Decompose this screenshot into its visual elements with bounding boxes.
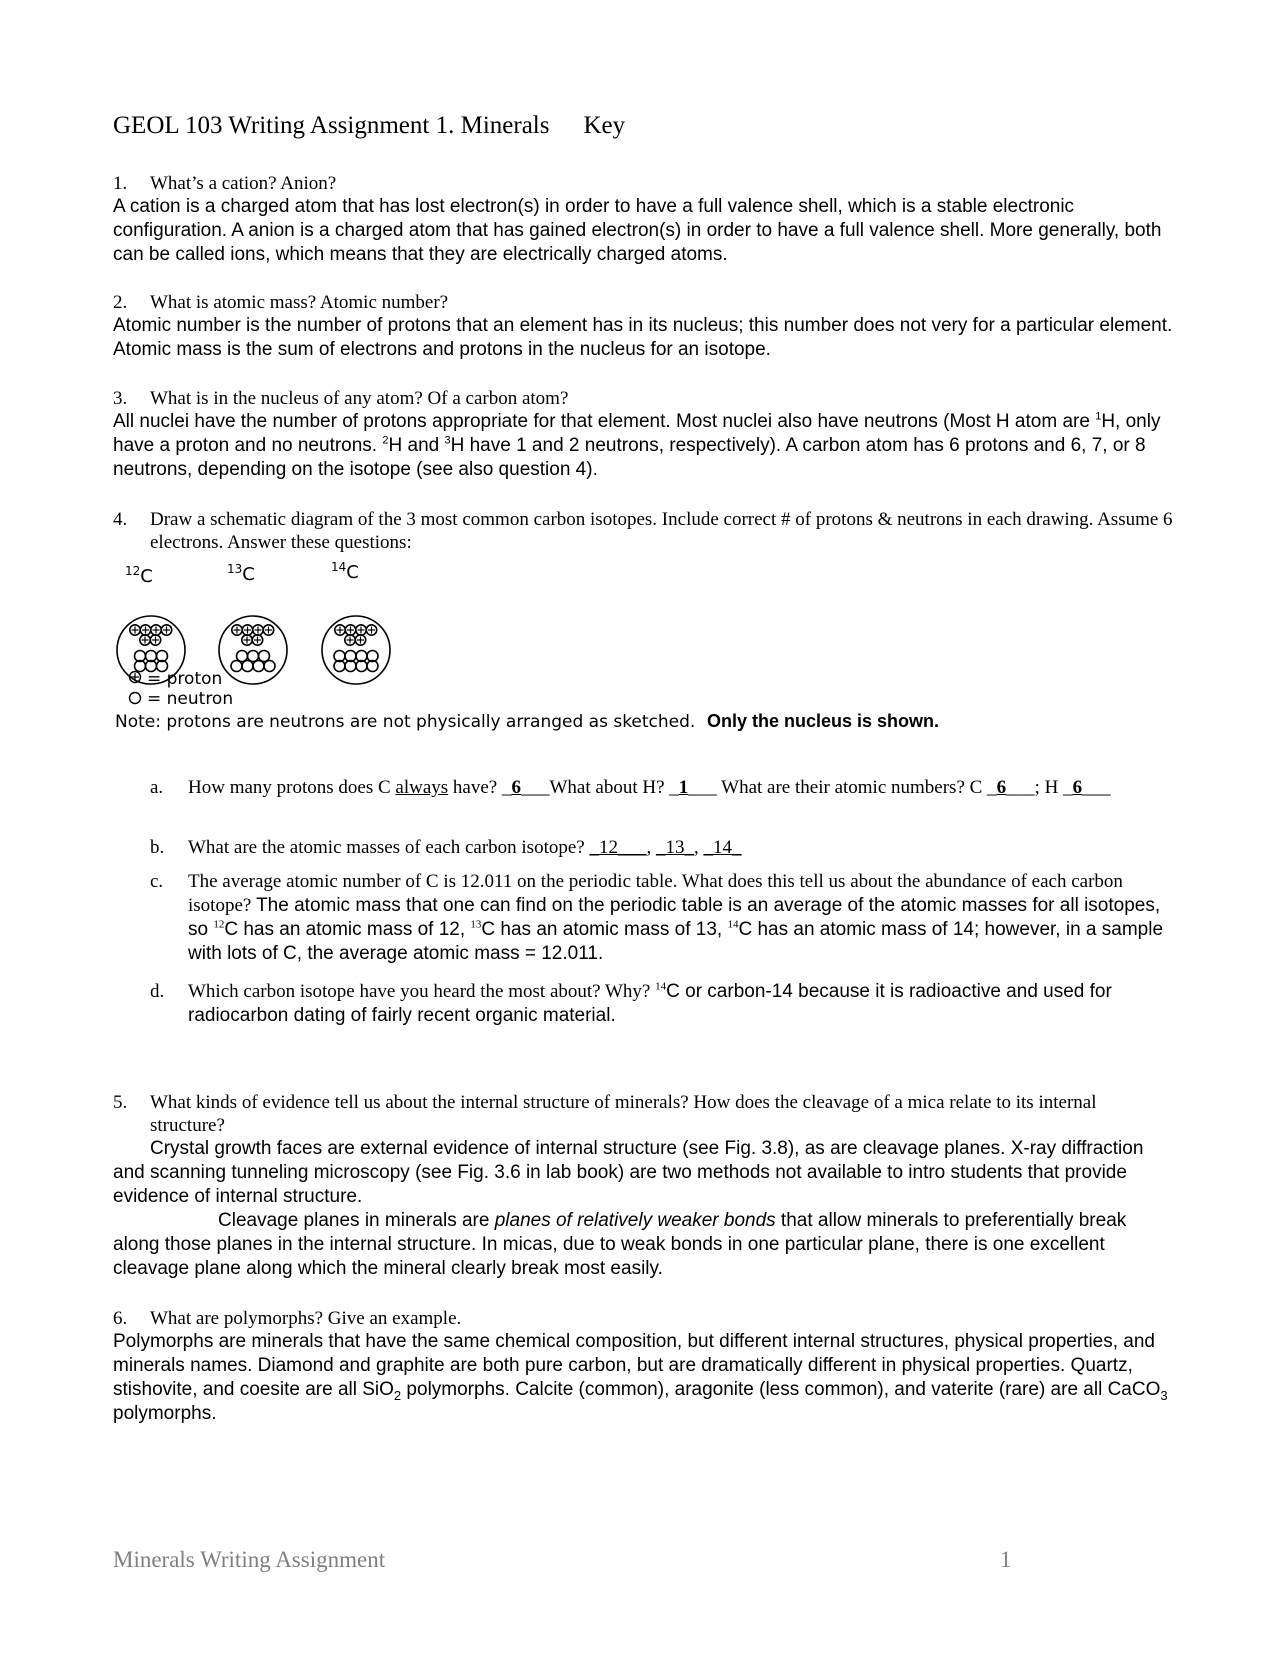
answer-5-paragraph-1: Crystal growth faces are external evidence of internal structure (see Fig. 3.8), as are cleavage planes. X-ray diffraction and scanning tunneling microscopy (see Fig. 3.6 in lab book) are two methods not available to intro students that provide evidence of internal structure. [113, 1138, 1144, 1207]
title-text: GEOL 103 Writing Assignment 1. Minerals [113, 112, 550, 139]
question-3-text [113, 387, 1173, 410]
question-1-text [113, 172, 1173, 195]
question-4b-letter: b. [150, 837, 165, 858]
question-2-prompt: What is atomic mass? Atomic number? [150, 292, 449, 313]
question-4c-body: The average atomic number of C is 12.011 on the periodic table. What does this tell us about the abundance of each carbon isotope? The atomic mass that one can find on the periodic table is an average of the atomic masses for all isotopes, so $^{12}$C has an atomic mass of 12, $^{13}$C has an atomic mass of 13, $^{14}$C has an atomic mass of 14; however, in a sample with lots of C, the average atomic mass = 12.011. [188, 871, 1164, 964]
question-4a-letter: a. [150, 777, 164, 798]
legend-neutron: = neutron [147, 689, 234, 709]
figure-note: Note: protons are neutrons are not physically arranged as sketched. [115, 712, 696, 732]
page-title [113, 112, 625, 140]
question-6 [113, 1307, 1173, 1426]
question-5 [113, 1091, 1173, 1281]
neutron [264, 661, 275, 672]
question-2-number: 2. [113, 292, 128, 313]
page-footer [113, 1547, 1013, 1573]
answer-3: All nuclei have the number of protons appropriate for that element. Most nuclei also have neutrons (Most H atom are $^1$H, only have a proton and no neutrons. $^2$H and $^3$H have 1 and 2 neutrons, respectively). A carbon atom has 6 protons and 6, 7, or 8 neutrons, depending on the isotope (see also question 4). [113, 410, 1161, 480]
question-4a [150, 776, 1170, 799]
legend-symbols [127, 668, 143, 708]
question-3-prompt: What is in the nucleus of any atom? Of a carbon atom? [150, 388, 569, 409]
figure-note-bold: Only the nucleus is shown. [707, 711, 940, 731]
question-4b-body: What are the atomic masses of each carbon isotope? _12___, _13_, _14_ [188, 837, 742, 858]
footer-text: Minerals Writing Assignment [113, 1547, 386, 1572]
answer-6: Polymorphs are minerals that have the same chemical composition, but different internal structures, physical properties, and minerals names. Diamond and graphite are both pure carbon, but are dramatically different in physical properties. Quartz, stishovite, and coesite are all SiO$_2$ polymorphs. Calcite (common), aragonite (less common), and vaterite (rare) are all CaCO$_3$ polymorphs. [113, 1331, 1168, 1424]
neutron [242, 661, 253, 672]
question-4-number: 4. [113, 509, 128, 530]
question-1-number: 1. [113, 173, 128, 194]
neutron-icon [130, 693, 141, 704]
neutron [231, 661, 242, 672]
isotope-label-14: $^{14}$C [331, 560, 359, 583]
neutron [253, 661, 264, 672]
question-3-number: 3. [113, 388, 128, 409]
question-4-text [113, 508, 1173, 554]
title-key: Key [583, 112, 626, 139]
question-1 [113, 172, 1173, 267]
question-1-prompt: What’s a cation? Anion? [150, 173, 337, 194]
question-4d-letter: d. [150, 981, 165, 1002]
question-4-prompt: Draw a schematic diagram of the 3 most common carbon isotopes. Include correct # of protons & neutrons in each drawing. Assume 6 electrons. Answer these questions: [150, 509, 1173, 553]
question-4d [150, 980, 1170, 1028]
question-2 [113, 291, 1173, 362]
isotope-label-12: $^{12}$C [125, 564, 153, 587]
isotope-label-13: $^{13}$C [227, 562, 255, 585]
carbon-isotope-figure [113, 556, 696, 736]
nucleus-outline-14 [322, 616, 390, 684]
neutron [259, 651, 270, 662]
legend-proton: = proton [147, 669, 223, 689]
question-4a-body: How many protons does C always have? _6___What about H? _1___ What are their atomic numbers? C _6___; H _6___ [188, 777, 1111, 798]
neutron [237, 651, 248, 662]
question-5-text: 5. What kinds of evidence tell us about the internal structure of minerals? How does the cleavage of a mica relate to its internal structure? [113, 1092, 1097, 1136]
question-4c [150, 870, 1170, 966]
neutron [248, 651, 259, 662]
answer-2: Atomic number is the number of protons that an element has in its nucleus; this number does not very for a particular element. Atomic mass is the sum of electrons and protons in the nucleus for an isotope. [113, 315, 1173, 360]
answer-1: A cation is a charged atom that has lost electron(s) in order to have a full valence shell, which is a stable electronic configuration. A anion is a charged atom that has gained electron(s) in order to have a full valence shell. More generally, both can be called ions, which means that they are electrically charged atoms. [113, 196, 1162, 265]
question-3 [113, 387, 1173, 482]
question-6-text: 6. What are polymorphs? Give an example. [113, 1308, 462, 1329]
question-4c-letter: c. [150, 871, 164, 892]
page-number: 1 [1000, 1547, 1012, 1572]
answer-5-paragraph-2: Cleavage planes in minerals are planes of relatively weaker bonds that allow minerals to preferentially break along those planes in the internal structure. In micas, due to weak bonds in one particular plane, there is one excellent cleavage plane along which the mineral clearly break most easily. [113, 1210, 1127, 1279]
question-4b [150, 836, 1170, 859]
question-4 [113, 508, 1173, 554]
question-2-text [113, 291, 1173, 314]
question-4d-body: Which carbon isotope have you heard the most about? Why? $^{14}$C or carbon-14 because it is radioactive and used for radiocarbon dating of fairly recent organic material. [188, 980, 1112, 1026]
